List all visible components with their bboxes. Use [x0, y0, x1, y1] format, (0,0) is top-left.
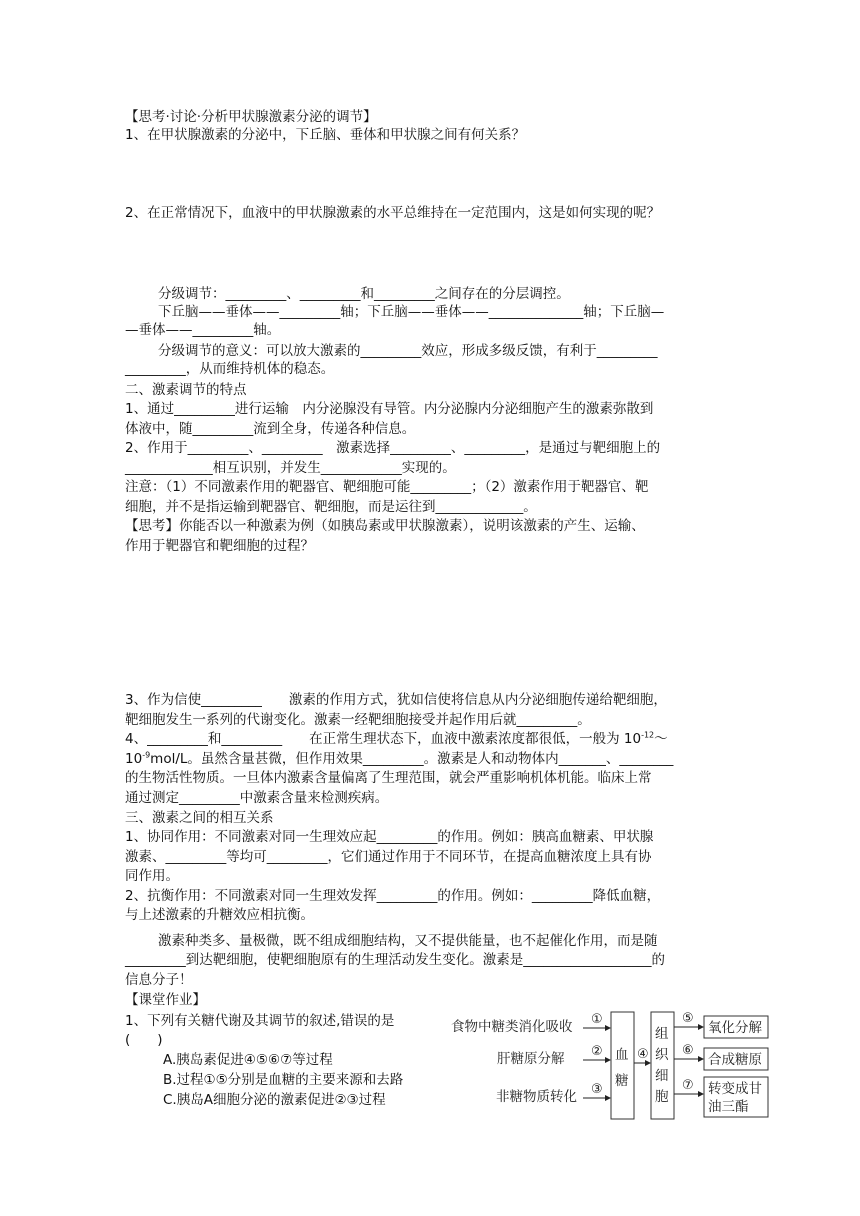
step-number: ⑥	[682, 1043, 694, 1058]
output-label: 转变成甘	[708, 1081, 762, 1097]
option-b: B.过程①⑤分别是血糖的主要来源和去路	[163, 1072, 404, 1088]
box-char: 组	[655, 1026, 669, 1042]
step-number: ⑤	[682, 1011, 694, 1026]
fill-line: 分级调节的意义：可以放大激素的_________效应，形成多级反馈，有利于_________	[158, 343, 658, 359]
source-label: 非糖物质转化	[496, 1089, 577, 1105]
output-label: 合成糖原	[708, 1052, 762, 1068]
output-label: 油三酯	[708, 1099, 749, 1115]
fill-line: 激素、_________等均可_________，它们通过作用于不同环节，在提高血糖浓度上具有协	[125, 849, 652, 865]
fill-line: 下丘脑——垂体——_________轴；下丘脑——垂体——______________轴；下丘脑—	[158, 304, 665, 320]
fill-line: 靶细胞发生一系列的代谢变化。激素一经靶细胞接受并起作用后就_________。	[125, 712, 591, 728]
fill-line: 4、_________和_________ 在正常生理状态下，血液中激素浓度都很低，一般为 $10^{-12}\sim$	[125, 730, 668, 747]
box-char: 血	[615, 1047, 629, 1063]
box-char: 织	[655, 1047, 669, 1063]
fill-line: 1、协同作用：不同激素对同一生理效应起_________的作用。例如：胰高血糖素、甲状腺	[125, 829, 654, 845]
fill-line: _____________相互识别，并发生____________实现的。	[125, 460, 456, 476]
option-c: C.胰岛A细胞分泌的激素促进②③过程	[163, 1092, 386, 1108]
option-a: A.胰岛素促进④⑤⑥⑦等过程	[163, 1052, 333, 1068]
body-line: 激素种类多、量极微，既不组成细胞结构，又不提供能量，也不起催化作用，而是随	[158, 933, 658, 949]
thinking-question: 【思考】你能否以一种激素为例（如胰岛素或甲状腺激素），说明该激素的产生、运输、	[125, 518, 645, 534]
box-char: 细	[655, 1068, 669, 1084]
fill-line: 3、作为信使_________ 激素的作用方式，犹如信使将信息从内分泌细胞传递给靶细胞，	[125, 692, 667, 708]
answer-bracket: ( )	[125, 1032, 163, 1048]
fill-line: 分级调节：_________、_________和_________之间存在的分层调控。	[158, 286, 570, 302]
fill-line: 2、作用于_________、_________ 激素选择_________、_________，是通过与靶细胞上的	[125, 440, 661, 456]
step-number: ②	[591, 1044, 603, 1059]
fill-line: —垂体——_________轴。	[125, 322, 281, 338]
body-line: 的生物活性物质。一旦体内激素含量偏离了生理范围，就会严重影响机体机能。临床上常	[125, 770, 652, 786]
source-label: 肝糖原分解	[497, 1051, 565, 1067]
box-char: 胞	[655, 1089, 669, 1105]
fill-line: 1、通过_________进行运输 内分泌腺没有导管。内分泌腺内分泌细胞产生的激素弥散到	[125, 401, 654, 417]
fill-line: 体液中，随_________流到全身，传递各种信息。	[125, 421, 416, 437]
note-line: 注意：（1）不同激素作用的靶器官、靶细胞可能_________；（2）激素作用于靶器官、靶	[125, 479, 649, 495]
source-label: 食物中糖类消化吸收	[451, 1019, 573, 1035]
step-number: ③	[591, 1082, 603, 1097]
step-number: ①	[591, 1012, 603, 1027]
note-line: 细胞，并不是指运输到靶器官、靶细胞，而是运往到_____________。	[125, 499, 537, 515]
body-line: 与上述激素的升糖效应相抗衡。	[125, 907, 314, 923]
fill-line: 通过测定_________中激素含量来检测疾病。	[125, 790, 389, 806]
question-1: 1、在甲状腺激素的分泌中，下丘脑、垂体和甲状腺之间有何关系？	[125, 127, 526, 143]
fill-line: $10^{-9}mol/L$。虽然含量甚微，但作用效果_________。激素是人和动物体内_______、________	[125, 750, 674, 767]
section-heading-3: 三、激素之间的相互关系	[125, 810, 274, 826]
section-heading-exercise: 【课堂作业】	[125, 992, 206, 1008]
section-heading-thinking: 【思考·讨论·分析甲状腺激素分泌的调节】	[125, 109, 377, 125]
fill-line: _________到达靶细胞，使靶细胞原有的生理活动发生变化。激素是___________________的	[125, 952, 665, 968]
body-line: 同作用。	[125, 868, 179, 884]
section-heading-2: 二、激素调节的特点	[125, 382, 247, 398]
blood-glucose-box	[611, 1012, 634, 1119]
output-label: 氧化分解	[708, 1020, 762, 1036]
fill-line: 2、抗衡作用：不同激素对同一生理效发挥_________的作用。例如：_________降低血糖，	[125, 888, 661, 904]
box-char: 糖	[615, 1073, 629, 1089]
thinking-question: 作用于靶器官和靶细胞的过程？	[125, 538, 314, 554]
body-line: 信息分子！	[125, 972, 193, 988]
fill-line: _________，从而维持机体的稳态。	[125, 361, 335, 377]
exercise-question: 1、下列有关糖代谢及其调节的叙述,错误的是	[125, 1013, 395, 1029]
step-number: ⑦	[682, 1078, 694, 1093]
step-number: ④	[637, 1047, 649, 1062]
blood-glucose-diagram	[440, 1005, 770, 1145]
question-2: 2、在正常情况下，血液中的甲状腺激素的水平总维持在一定范围内，这是如何实现的呢？	[125, 205, 661, 221]
